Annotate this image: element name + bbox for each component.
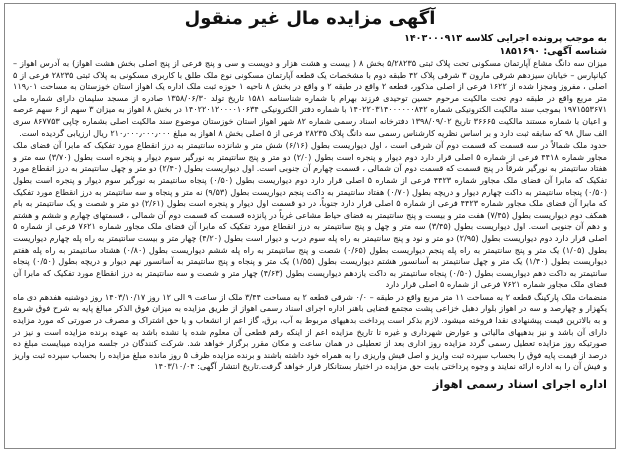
auction-terms-paragraph: منضمات ملک پارکینگ قطعه ۲ به مساحت ۱۱ متر مربع واقع در طبقه – ۰/۰ شرقی قطعه ۲ به مساحت ۳/۴۴ ملک از ساعت ۹ الی ۱۲ روز ۱۴۰۳/۱۰/۱۷ روز دوشنبه هفدهم دی ماه یکهزار و چهارصد و سه در اهواز بلوار دهبل خزاعی پشت مجتمع قضایی باهنر اداره اجرای اسناد رسمی اهواز از طریق مزایده به میزان فوق الذکر مبالغ پایه به شرح فوق شروع و به بالاترین قیمت پیشنهادی نقدا فروخته میشود. لازم بذکر است پرداخت بدهیهای مربوط به آب، برق، گاز اعم از انشعاب و یا حق اشتراک و مصرف در صورتی که مورد مزایده دارای آن باشد و نیز بدهیهای مالیاتی و عوارض شهرداری و غیره تا تاریخ مزایده اعم از اینکه رقم قطعی آن معلوم شده یا نشده باشد به عهده برنده مزایده است و نیز در صورتیکه روز مزایده تعطیل رسمی گردد مزایده روز اداری بعد از تعطیلی در همان ساعت و مکان مقرر برگزار خواهد شد. شرکت کنندگان در جلسه مزایده میبایست مبلغ ده درصد از قیمت پایه فوق را بحساب سپرده ثبت واریز و اصل فیش واریزی را به همراه خود داشته باشند و برنده مزایده ظرف ۵ روز مانده مبلغ مزایده را بحساب سپرده ثبت واریز و فیش آن را به اداره ارائه نمایند و وجوه پرداختی بابت حق مزایده در اختیار بستانکار قرار خواهد گرفت.تاریخ انتشار آگهی: ۱۴۰۳/۱۰/۰۴ (13, 291, 607, 372)
auction-notice (4, 3, 616, 449)
property-boundaries-paragraph: حدود ملک شمالاً در سه قسمت که قسمت دوم آن شرقی است ، اول دیواریست بطول (۶/۱۶) شش متر و شانزده سانتیمتر به درز انقطاع مورد تفکیک که مابرا آن فضای ملک مجاور شماره ۴۴۱۸ فرعی از شماره ۵ اصلی قرار دارد دوم دیوار و پنجره است بطول (۲/۰) دو متر و پنج سانتیمتر به نورگیر سوم دیوار و پنجره است بطول (۳/۷۰) سه متر و هفتاد سانتیمتر به نورگیر شرقاً در پنج قسمت که قسمت دوم آن شمالی ، قسمت چهارم آن جنوبی است. اول دیواریست بطول (۲/۴۰) دو متر و چهل سانتیمتر به درز انقطاع مورد تفکیک که مابرا آن فضای ملک مجاور شماره ۴۴۲۳ فرعی از شماره ۵ اصلی قرار دارد دوم دیواریست بطول (۰/۵۰) پنجاه سانتیمتر به نورگیر سوم دیوار و پنجره است بطول (۰/۵۰) پنجاه سانتیمتر به داکت چهارم دیوار و دریچه بطول (۰/۷۰) هفتاد سانتیمتر به داکت پنجم دیواریست بطول (۹/۵۳) نه متر و پنجاه و سه سانتیمتر به درز انقطاع مورد تفکیک که مابرا آن فضای ملک مجاور شماره ۴۴۲۳ فرعی از شماره ۵ اصلی قرار دارد جنوباً، در دو قسمت اول دیوار و پنجره است بطول (۲/۶۱) دو متر و شصت و یک سانتیمتر به بام همکف دوم دیواریست بطول (۷/۴۵) هفت متر و بیست و پنج سانتیمتر به فضای حیاط مشاعی غرباً در پانزده قسمت که قسمت دوم آن شمالی ، قسمتهای چهارم و ششم و هشتم و دهم آن جنوبی است. اول دیواریست بطول (۳/۴۵) سه متر و چهل و پنج سانتیمتر به درز انقطاع مورد تفکیک که مابرا آن فضای ملک مجاور شماره ۷۶۲۱ فرعی از شماره ۵ اصلی قرار دارد دوم دیواریست بطول (۲/۹۵) دو متر و نود و پنج سانتیمتر به راه پله سوم درب و دیوار است بطول (۴/۲۰) چهار متر و بیست سانتیمتر به راه پله چهارم دیواریست بطول (۱/۰۵) یک متر و پنج سانتیمتر به راه پله پنجم دیواریست بطول (۰/۶۵) شصت و پنج سانتیمتر به راه پله ششم دیواریست بطول (۰/۸۰) هشتاد سانتیمتر به راه پله هفتم دیواریست بطول (۱/۴۰) یک متر و چهل سانتیمتر به آسانسور هشتم دیواریست بطول (۱/۵۵) یک متر و پنجاه و پنج سانتیمتر به آسانسور نهم دیوار و دریچه بطول (۰/۵۰) پنجاه سانتیمتر به داکت دهم دیواریست بطول (۰/۵۰) پنجاه سانتیمتر به داکت یازدهم دیواریست بطول (۴/۶۳) چهار متر و شصت و سه سانتیمتر به درز انقطاع مورد تفکیک که مابرا آن فضای ملک مجاور شماره ۷۶۲۱ فرعی از شماره ۵ اصلی قرار دارد (13, 140, 608, 290)
ad-id-line: شناسه آگهی: ۱۸۵۱۶۹۰ (499, 46, 607, 57)
notice-title: آگهی مزایده مال غیر منقول (184, 8, 436, 29)
case-number-line: به موجب پرونده اجرایی کلاسه ۱۴۰۳۰۰۰۹۱۳ (404, 33, 607, 44)
issuing-office: اداره اجرای اسناد رسمی اهواز (432, 377, 607, 392)
property-description-paragraph: میزان سه دانگ مشاع آپارتمان مسکونی تحت پلاک ثبتی ۵/۲۸۲۳۵ بخش ۸ ( بیست و هشت هزار و دویست و سی و پنج فرعی از پنج اصلی بخش هشت اهواز) به آدرس اهواز – کیانپارس – خیابان سیزدهم شرقی مارون ۳ شرقی پلاک ۴۲ طبقه دوم با مشخصات یک قطعه آپارتمان مسکونی نوع ملک طلق با کاربری مسکونی به پلاک ثبتی ۲۸۲۳۵ فرعی از ۵ اصلی ، مفروز ومجزا شده از ۱۶۲۲ فرعی از اصلی مذکور، قطعه ۲ واقع در طبقه ۲ و واقع در بخش ۸ ناحیه ۱ حوزه ثبت ملک اداره یک اهواز استان خوزستان به مساحت ۱۱۹٫۰۱ متر مربع واقع در طبقه دوم تحت مالکیت مرحوم حسین توحیدی فرزند بهرام با شماره شناسنامه ۱۵۸۱ تاریخ تولد ۱۳۵۸/۰۶/۳۰ صادره از مسجد سلیمان دارای شماره ملی ۱۹۷۱۵۵۳۶۷۱ بموجب سند مالکیت الکترونیکی شماره ۱۴۰۲۲۰۳۱۴۰۰۰۰۰۰۸۴۲ با شماره دفتر الکترونیکی ۱۴۰۲۲۰۱۲۰۰۰۰۱۰۶۳۴ در بخش ۸ اهواز به میزان ۳ سهم از ۶ سهم عرصه و اعیان با شماره مستند مالکیت ۳۶۶۶۵ تاریخ ۱۳۹۸/۰۹/۰۲ دفترخانه اسناد رسمی شماره ۸۲ شهر اهواز استان خوزستان موضوع سند مالکیت اصلی بشماره چاپی ۸۶۷۷۵۳ سری الف سال ۹۸ که سابقه ثبت دارد و بر اساس نظریه کارشناس رسمی سه دانگ پلاک ۲۸۲۳۵ فرعی از ۵ اصلی بخش ۸ اهواز به مبلغ ۲۱۰٫۰۰۰٫۰۰۰٫۰۰۰ ریال ارزیابی گردیده است. (13, 58, 608, 138)
